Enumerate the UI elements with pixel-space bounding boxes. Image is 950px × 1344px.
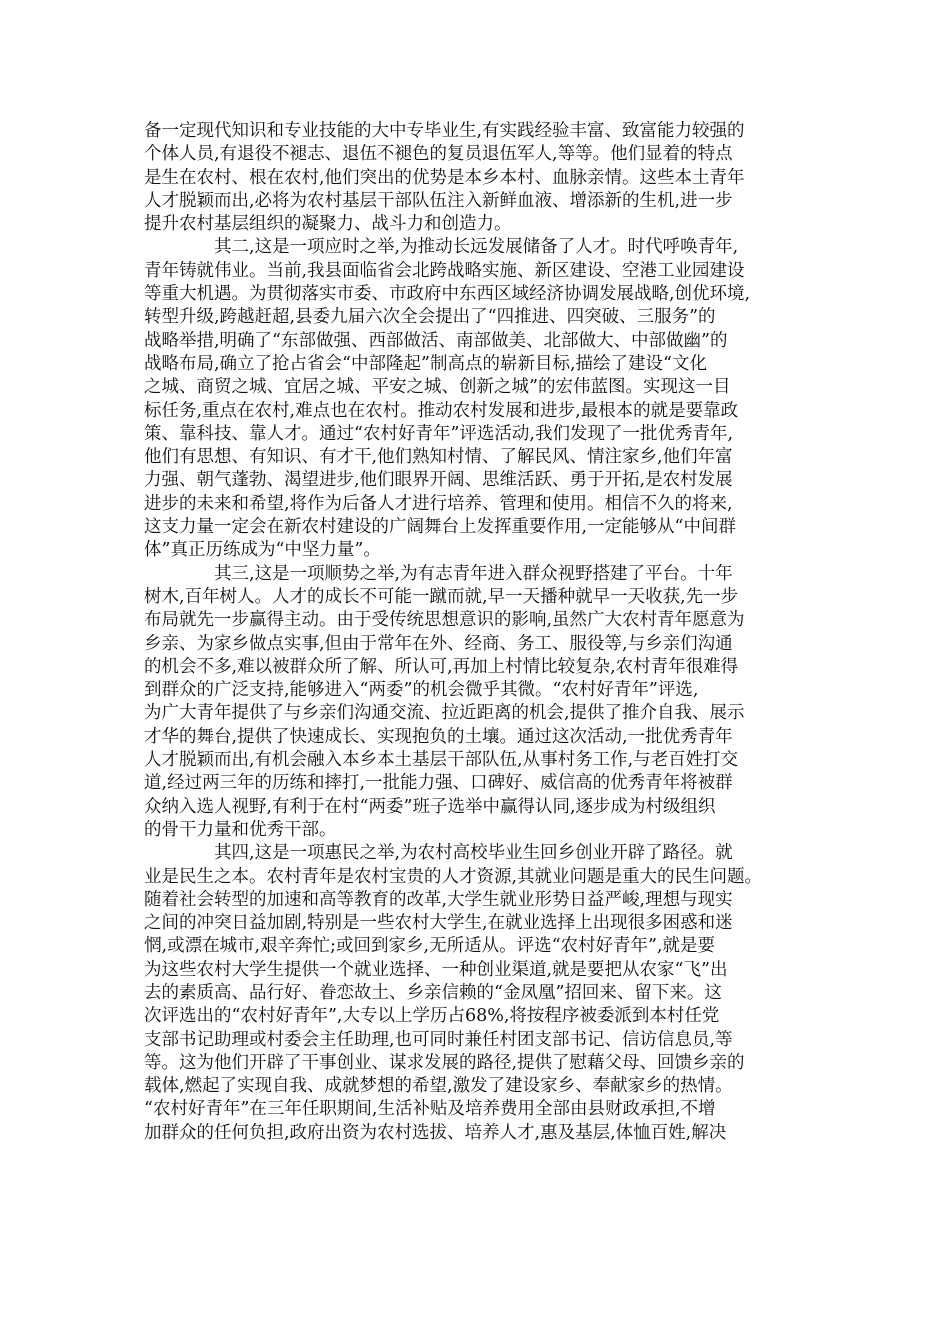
text-line: 业是民生之本。农村青年是农村宝贵的人才资源,其就业问题是重大的民生问题。: [144, 866, 763, 887]
text-line: 为这些农村大学生提供一个就业选择、一种创业渠道,就是要把从农家“飞”出: [144, 959, 728, 980]
text-line: 等重大机遇。为贯彻落实市委、市政府中东西区域经济协调发展战略,创优环境,: [144, 284, 751, 305]
text-line: 载体,燃起了实现自我、成就梦想的希望,激发了建设家乡、奉献家乡的热情。: [144, 1076, 733, 1097]
text-line: 惘,或漂在城市,艰辛奔忙;或回到家乡,无所适从。评选“农村好青年”,就是要: [144, 936, 716, 957]
text-line: 之间的冲突日益加剧,特别是一些农村大学生,在就业选择上出现很多困惑和迷: [144, 913, 733, 934]
text-line: 布局就先一步赢得主动。由于受传统思想意识的影响,虽然广大农村青年愿意为: [144, 610, 745, 631]
text-line: 人才脱颖而出,有机会融入本乡本土基层干部队伍,从事村务工作,与老百姓打交: [144, 750, 739, 771]
text-line: 他们有思想、有知识、有才干,他们熟知村情、了解民风、情注家乡,他们年富: [144, 447, 733, 468]
text-line: 体”真正历练成为“中坚力量”。: [144, 540, 381, 561]
text-line: 标任务,重点在农村,难点也在农村。推动农村发展和进步,最根本的就是要靠政: [144, 400, 739, 421]
text-line: 战略举措,明确了“东部做强、西部做活、南部做美、北部做大、中部做幽”的: [144, 330, 728, 351]
text-line: 战略布局,确立了抢占省会“中部隆起”制高点的崭新目标,描绘了建设“文化: [144, 353, 707, 374]
text-line: 才华的舞台,提供了快速成长、实现抱负的土壤。通过这次活动,一批优秀青年: [144, 726, 733, 747]
text-line: 是生在农村、根在农村,他们突出的优势是本乡本村、血脉亲情。这些本土青年: [144, 167, 745, 188]
text-line: 提升农村基层组织的凝聚力、战斗力和创造力。: [144, 214, 512, 235]
text-line: 众纳入选人视野,有利于在村“两委”班子选举中赢得认同,逐步成为村级组织: [144, 796, 716, 817]
text-line: 的骨干力量和优秀干部。: [144, 819, 337, 840]
text-line: 到群众的广泛支持,能够进入“两委”的机会微乎其微。“农村好青年”评选,: [144, 680, 699, 701]
text-line: 等。这为他们开辟了干事创业、谋求发展的路径,提供了慰藉父母、回馈乡亲的: [144, 1052, 745, 1073]
text-line: 力强、朝气蓬勃、渴望进步,他们眼界开阔、思维活跃、勇于开拓,是农村发展: [144, 470, 733, 491]
text-line: 这支力量一定会在新农村建设的广阔舞台上发挥重要作用,一定能够从“中间群: [144, 517, 737, 538]
paragraph-first-line: 其三,这是一项顺势之举,为有志青年进入群众视野搭建了平台。十年: [214, 563, 733, 584]
text-line: 去的素质高、品行好、眷恋故土、乡亲信赖的“金凤凰”招回来、留下来。这: [144, 982, 722, 1003]
text-line: 备一定现代知识和专业技能的大中专毕业生,有实践经验丰富、致富能力较强的: [144, 121, 745, 141]
paragraph-first-line: 其二,这是一项应时之举,为推动长远发展储备了人才。时代呼唤青年,: [214, 237, 739, 258]
text-line: 进步的未来和希望,将作为后备人才进行培养、管理和使用。相信不久的将来,: [144, 493, 733, 514]
text-line: 个体人员,有退役不褪志、退伍不褪色的复员退伍军人,等等。他们显着的特点: [144, 144, 733, 165]
text-line: 次评选出的“农村好青年”,大专以上学历占68%,将按程序被委派到本村任党: [144, 1006, 720, 1027]
body-text: [144, 120, 824, 1145]
text-line: 树木,百年树人。人才的成长不可能一蹴而就,早一天播种就早一天收获,先一步: [144, 586, 739, 607]
text-line: 支部书记助理或村委会主任助理,也可同时兼任村团支部书记、信访信息员,等: [144, 1029, 733, 1050]
text-line: 为广大青年提供了与乡亲们沟通交流、拉近距离的机会,提供了推介自我、展示: [144, 703, 745, 724]
text-line: 青年铸就伟业。当前,我县面临省会北跨战略实施、新区建设、空港工业园建设: [144, 260, 745, 281]
text-line: 人才脱颖而出,必将为农村基层干部队伍注入新鲜血液、增添新的生机,进一步: [144, 190, 733, 211]
text-line: 随着社会转型的加速和高等教育的改革,大学生就业形势日益严峻,理想与现实: [144, 889, 733, 910]
text-line: 加群众的任何负担,政府出资为农村选拔、培养人才,惠及基层,体恤百姓,解决: [144, 1122, 727, 1143]
paragraph-first-line: 其四,这是一项惠民之举,为农村高校毕业生回乡创业开辟了路径。就: [214, 843, 733, 864]
text-line: 乡亲、为家乡做点实事,但由于常年在外、经商、务工、服役等,与乡亲们沟通: [144, 633, 733, 654]
text-line: “农村好青年”在三年任职期间,生活补贴及培养费用全部由县财政承担,不增: [144, 1099, 716, 1120]
text-line: 转型升级,跨越赶超,县委九届六次全会提出了“四推进、四突破、三服务”的: [144, 307, 716, 328]
text-line: 之城、商贸之城、宜居之城、平安之城、创新之城”的宏伟蓝图。实现这一目: [144, 377, 731, 398]
text-line: 策、靠科技、靠人才。通过“农村好青年”评选活动,我们发现了一批优秀青年,: [144, 423, 734, 444]
text-line: 道,经过两三年的历练和摔打,一批能力强、口碑好、威信高的优秀青年将被群: [144, 773, 733, 794]
text-line: 的机会不多,难以被群众所了解、所认可,再加上村情比较复杂,农村青年很难得: [144, 656, 739, 677]
